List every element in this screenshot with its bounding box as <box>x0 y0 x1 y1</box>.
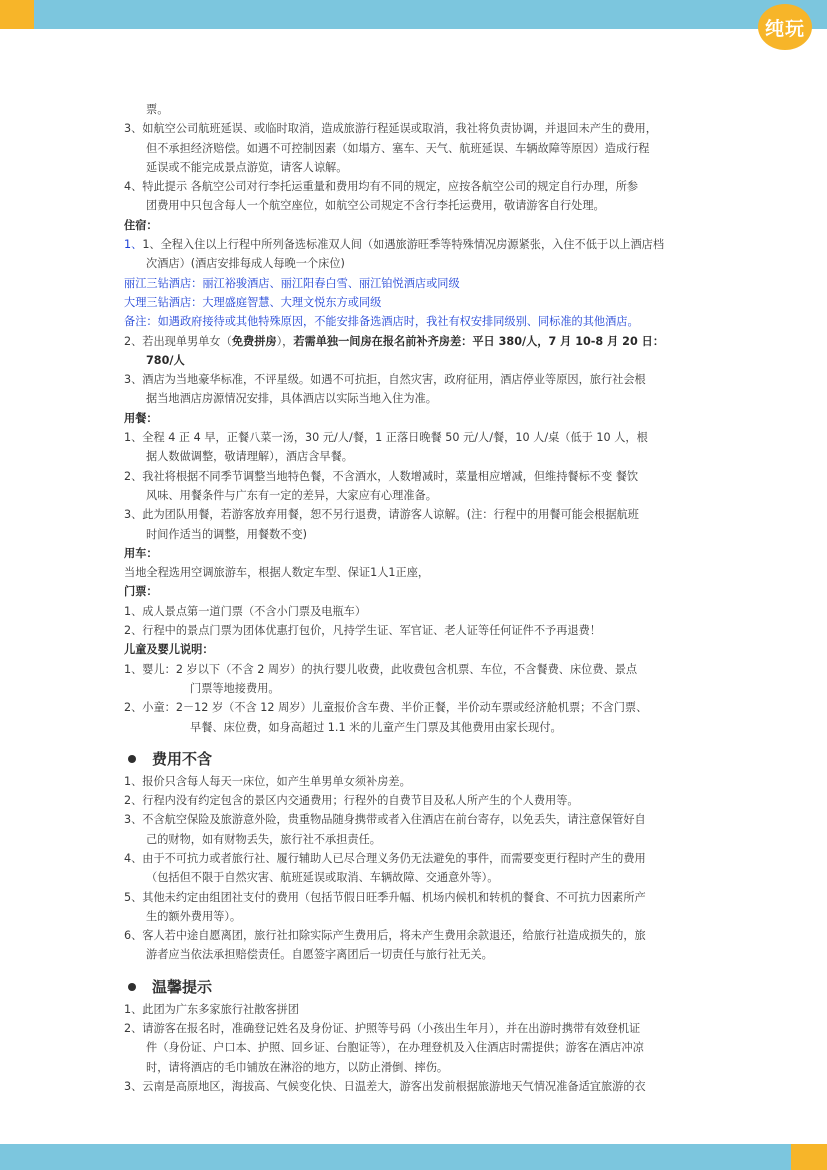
children-line: 2、小童：2－12 岁（不含 12 周岁）儿童报价含车费、半价正餐，半价动车票或经济舱机票；不含门票、 <box>124 701 648 715</box>
exclusion-line: 己的财物，如有财物丢失，旅行社不承担责任。 <box>146 832 381 846</box>
meals-line: 据人数做调整，敬请理解），酒店含早餐。 <box>146 450 353 464</box>
vehicle-line: 当地全程选用空调旅游车，根据人数定车型、保证1人1正座， <box>124 566 430 580</box>
lodging-heading: 住宿： <box>124 218 158 232</box>
tickets-line: 2、行程中的景点门票为团体优惠打包价，凡持学生证、军官证、老人证等任何证件不予再退费！ <box>124 624 601 638</box>
lodging-line: 据当地酒店房源情况安排，具体酒店以实际当地入住为准。 <box>146 392 437 406</box>
single-room-line <box>124 332 714 351</box>
exclusion-line: （包括但不限于自然灾害、航班延误或取消、车辆故障、交通意外等）。 <box>146 871 499 885</box>
tickets-line: 1、成人景点第一道门票（不含小门票及电瓶车） <box>124 604 367 618</box>
meals-line: 时间作适当的调整，用餐数不变) <box>146 527 307 541</box>
exclusion-line: 3、不含航空保险及旅游意外险，贵重物品随身携带或者入住酒店在前台寄存，以免丢失，请注意保管好自 <box>124 813 646 827</box>
lodging-line: 次酒店）(酒店安排每成人每晚一个床位) <box>146 257 345 271</box>
flight-line: 但不承担经济赔偿。如遇不可控制因素（如塌方、塞车、天气、航班延误、车辆故障等原因）造成行程 <box>146 141 650 155</box>
dali-hotels: 大理三钻酒店：大理盛庭智慧、大理文悦东方或同级 <box>124 295 382 309</box>
bullet-dot-icon <box>128 983 136 991</box>
room-surcharge-peak: 780/人 <box>146 353 185 367</box>
exclusion-line: 2、行程内没有约定包含的景区内交通费用；行程外的自费节目及私人所产生的个人费用等。 <box>124 794 579 808</box>
exclusion-line: 生的额外费用等）。 <box>146 909 242 923</box>
tickets-heading: 门票： <box>124 585 158 599</box>
lodging-line <box>124 235 714 254</box>
tips-section-title <box>124 976 714 998</box>
bullet-dot-icon <box>128 755 136 763</box>
single-room-text: 2、若出现单男单女（ <box>124 334 232 348</box>
tip-line: 时，请将酒店的毛巾铺放在淋浴的地方，以防止滑倒、摔伤。 <box>146 1060 449 1074</box>
lodging-text: 1、全程入住以上行程中所列备选标准双人间（如遇旅游旺季等特殊情况房源紧张，入住不低于以上酒店档 <box>142 238 665 252</box>
hotel-remark: 备注：如遇政府接待或其他特殊原因，不能安排备选酒店时，我社有权安排同级别、同标准的其他酒店。 <box>124 315 639 329</box>
itinerary-notes <box>124 100 714 1096</box>
meals-line: 2、我社将根据不同季节调整当地特色餐，不含酒水，人数增减时，菜量相应增减，但维持餐标不变 餐饮 <box>124 469 639 483</box>
meals-heading: 用餐： <box>124 411 158 425</box>
bottom-banner-bar <box>0 1144 827 1170</box>
single-room-text: ）， <box>276 334 294 348</box>
tip-line: 件（身份证、户口本、护照、回乡证、台胞证等），在办理登机及入住酒店时需提供；游客在酒店冲凉 <box>146 1041 644 1055</box>
tips-title: 温馨提示 <box>152 977 213 996</box>
meals-line: 风味、用餐条件与广东有一定的差异，大家应有心理准备。 <box>146 488 437 502</box>
brand-logo <box>758 4 812 50</box>
bottom-corner-accent <box>791 1144 827 1170</box>
children-line: 早餐、床位费，如身高超过 1.1 米的儿童产生门票及其他费用由家长现付。 <box>190 720 562 734</box>
vehicle-heading: 用车： <box>124 546 158 560</box>
children-line: 门票等地接费用。 <box>190 681 280 695</box>
exclusion-line: 游者应当依法承担赔偿责任。自愿签字离团后一切责任与旅行社无关。 <box>146 948 493 962</box>
exclusions-section-title <box>124 748 714 770</box>
flight-line: 团费用中只包含每人一个航空座位，如航空公司规定不含行李托运费用，敬请游客自行处理。 <box>146 199 605 213</box>
lodging-item-number: 1、 <box>124 238 143 252</box>
brand-logo-text: 纯玩 <box>764 17 805 40</box>
room-surcharge-text: 若需单独一间房在报名前补齐房差：平日 380/人，7 月 10-8 月 20 日： <box>293 334 665 348</box>
exclusion-line: 1、报价只含每人每天一床位，如产生单男单女须补房差。 <box>124 774 411 788</box>
exclusion-line: 4、由于不可抗力或者旅行社、履行辅助人已尽合理义务仍无法避免的事件，而需要变更行程时产生的费用 <box>124 851 646 865</box>
children-heading: 儿童及婴儿说明： <box>124 643 214 657</box>
exclusions-title: 费用不含 <box>152 749 213 768</box>
tip-line: 2、请游客在报名时，准确登记姓名及身份证、护照等号码（小孩出生年月），并在出游时携带有效登机证 <box>124 1022 641 1036</box>
top-banner-bar <box>0 0 827 29</box>
lijiang-hotels: 丽江三钻酒店：丽江裕骏酒店、丽江阳春白雪、丽江铂悦酒店或同级 <box>124 276 460 290</box>
flight-line: 3、如航空公司航班延误、或临时取消，造成旅游行程延误或取消，我社将负责协调，并退回未产生的费用， <box>124 122 657 136</box>
lodging-line: 3、酒店为当地豪华标准，不评星级。如遇不可抗拒，自然灾害，政府征用，酒店停业等原因，旅行社会根 <box>124 373 646 387</box>
free-share-text: 免费拼房 <box>231 334 277 348</box>
tip-line: 3、云南是高原地区，海拔高、气候变化快、日温差大，游客出发前根据旅游地天气情况准备适宜旅游的衣 <box>124 1079 646 1093</box>
top-corner-accent <box>0 0 34 29</box>
meals-line: 3、此为团队用餐，若游客放弃用餐，恕不另行退费，请游客人谅解。(注：行程中的用餐可能会根据航班 <box>124 508 639 522</box>
children-line: 1、婴儿：2 岁以下（不含 2 周岁）的执行婴儿收费，此收费包含机票、车位，不含餐费、床位费、景点 <box>124 662 638 676</box>
exclusion-line: 5、其他未约定由组团社支付的费用（包括节假日旺季升幅、机场内候机和转机的餐食、不可抗力因素所产 <box>124 890 646 904</box>
exclusion-line: 6、客人若中途自愿离团，旅行社扣除实际产生费用后，将未产生费用余款退还，给旅行社造成损失的，旅 <box>124 929 646 943</box>
flight-line: 延误或不能完成景点游览，请客人谅解。 <box>146 160 348 174</box>
tip-line: 1、此团为广东多家旅行社散客拼团 <box>124 1002 299 1016</box>
flight-line: 4、特此提示 各航空公司对行李托运重量和费用均有不同的规定，应按各航空公司的规定自行办理，所参 <box>124 180 639 194</box>
meals-line: 1、全程 4 正 4 早，正餐八菜一汤，30 元/人/餐，1 正落日晚餐 50 元/人/餐，10 人/桌（低于 10 人，根 <box>124 431 648 445</box>
flight-line: 票。 <box>146 103 169 116</box>
